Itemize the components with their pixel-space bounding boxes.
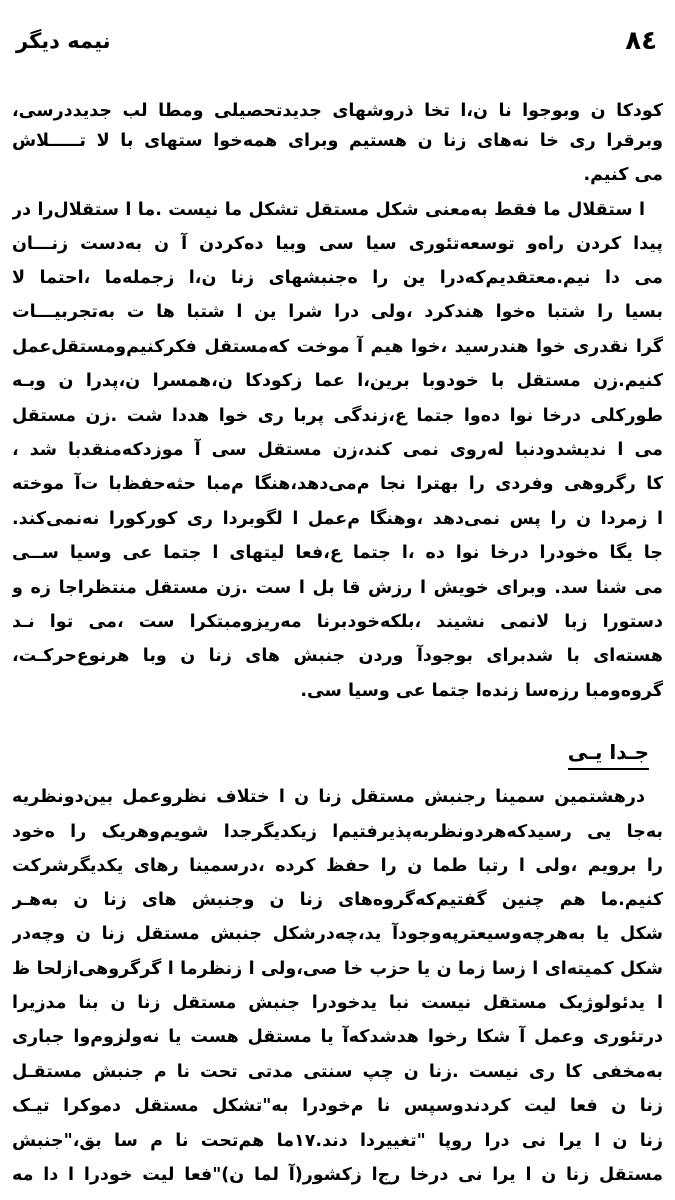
text-line: زنا ن ا یرا نی درا روپا "تغییردا دند.۱۷ما هم‌تحت نا م سا بق،"جنبش	[12, 1131, 663, 1151]
text-line: به‌جا یی رسیدکه‌هردونظربه‌پذیرفتیم‌ا زیکدیگرجدا شویم‌وهریک را ه‌خود	[12, 822, 663, 842]
text-line: ا زمردا ن را پس نمی‌دهد ،وهنگا م‌عمل ا لگوبردا ری کورکورا نه‌نمی‌کند.	[12, 509, 663, 529]
text-line: می شنا سد. وبرای خویش ا رزش قا بل ا ست .زن مستقل منتظراجا زه و	[12, 578, 663, 598]
text-line: هسته‌ای با شدبرای بوجودآ وردن جنبش های زنا ن وبا هرنوع‌حرکـت،	[12, 646, 663, 666]
running-title: نیمه دیگر	[16, 29, 111, 53]
text-line: مستقل زنا ن ا یرا نی درخا رج‌ا زکشور(آ لما ن)"فعا لیت خودرا ا دا مه	[12, 1165, 663, 1185]
section-heading: جـدا یـی	[568, 737, 649, 770]
text-line: گرا نقدری خوا هندرسید ،خوا هیم آ موخت که‌مستقل فکرکنیم‌ومستقل‌عمل	[12, 337, 663, 357]
text-line: ا ستقلال ما فقط به‌معنی شکل مستقل تشکل ما نیست .ما ا ستقلال‌را در	[12, 200, 645, 220]
text-line: وبرقرا ری خا نه‌های زنا ن هستیم وبرای همه‌خوا ستهای با لا تـــــلاش	[12, 131, 663, 151]
text-line: می دا نیم.معتقدیم‌که‌درا ین را ه‌جنبشهای زنا ن،ا زجمله‌ما ،احتما لا	[12, 268, 663, 288]
text-line: گروه‌ومبا رزه‌سا زنده‌ا جتما عی وسیا سی.	[300, 681, 663, 701]
text-line: می ا ندیشدودنبا له‌روی نمی کند،زن مستقل سی آ موزدکه‌منقدبا شد ،	[12, 440, 663, 460]
text-line: کا رگروهی وفردی را بهترا نجا م‌می‌دهد،هنگا م‌مبا حثه‌حفظ‌با ت‌آ موخته	[12, 474, 663, 494]
page-header	[14, 22, 661, 56]
text-line: به‌مخفی کا ری نیست .زنا ن چپ سنتی مدتی تحت نا م جنبش مستقـل	[12, 1062, 663, 1082]
text-line: را برویم ،ولی ا رتبا طما ن را حفظ کرده ،درسمینا رهای یکدیگرشرکت	[12, 856, 663, 876]
text-line: جا یگا ه‌خودرا درخا نوا ده ،ا جتما ع،فعا لیتهای ا جتما عی وسیا ســی	[12, 543, 663, 563]
text-line: شکل کمیته‌ای ا زسا زما ن یا حزب خا صی،ولی ا زنظرما ا گرگروهی‌ازلحا ظ	[12, 959, 663, 979]
text-line: کودکا ن وبوجوا نا ن،ا تخا ذروشهای جدیدتحصیلی ومطا لب جدیددرسی،	[12, 101, 663, 121]
text-line: کنیم.ما هم چنین گفتیم‌که‌گروه‌های زنا ن وجنبش های زنا ن به‌هـر	[12, 890, 663, 910]
text-line: ا یدئولوژیک مستقل نیست نبا یدخودرا جنبش مستقل زنا ن بنا مدزیرا	[12, 993, 663, 1013]
text-line: زنا ن فعا لیت کردندوسپس نا م‌خودرا به"تشکل مستقل دموکرا تیـک	[12, 1096, 663, 1116]
text-line: طورکلی درخا نوا ده‌وا جتما ع،زندگی پربا ری خوا هددا شت .زن مستقل	[12, 406, 663, 426]
text-line: دستورا زبا لانمی نشیند ،بلکه‌خودبرنا مه‌ریزومبتکرا ست ،می توا نـد	[12, 612, 663, 632]
text-line: شکل یا به‌هرچه‌وسیعترپه‌وجودآ ید،چه‌درشکل جنبش مستقل زنا ن وچه‌در	[12, 924, 663, 944]
text-line: بسیا را شتبا ه‌خوا هندکرد ،ولی درا شرا ین ا شتبا ها ت به‌تجربیـــات	[12, 302, 663, 322]
text-line: می کنیم.	[583, 165, 663, 185]
page-number: ۸٤	[625, 26, 657, 56]
text-line: درهشتمین سمینا رجنبش مستقل زنا ن ا ختلاف نظروعمل بین‌دونظریه	[12, 787, 645, 807]
text-line: درتئوری وعمل آ شکا رخوا هدشدکه‌آ یا مستقل هست یا نه‌ولزوم‌وا جباری	[12, 1027, 663, 1047]
text-line: پیدا کردن راه‌و توسعه‌تئوری سیا سی وبیا ده‌کردن آ ن به‌دست زنـــان	[12, 234, 663, 254]
text-line: کنیم.زن مستقل با خودوبا برین،ا عما زکودکا ن،همسرا ن،پدرا ن وبـه	[12, 371, 663, 391]
